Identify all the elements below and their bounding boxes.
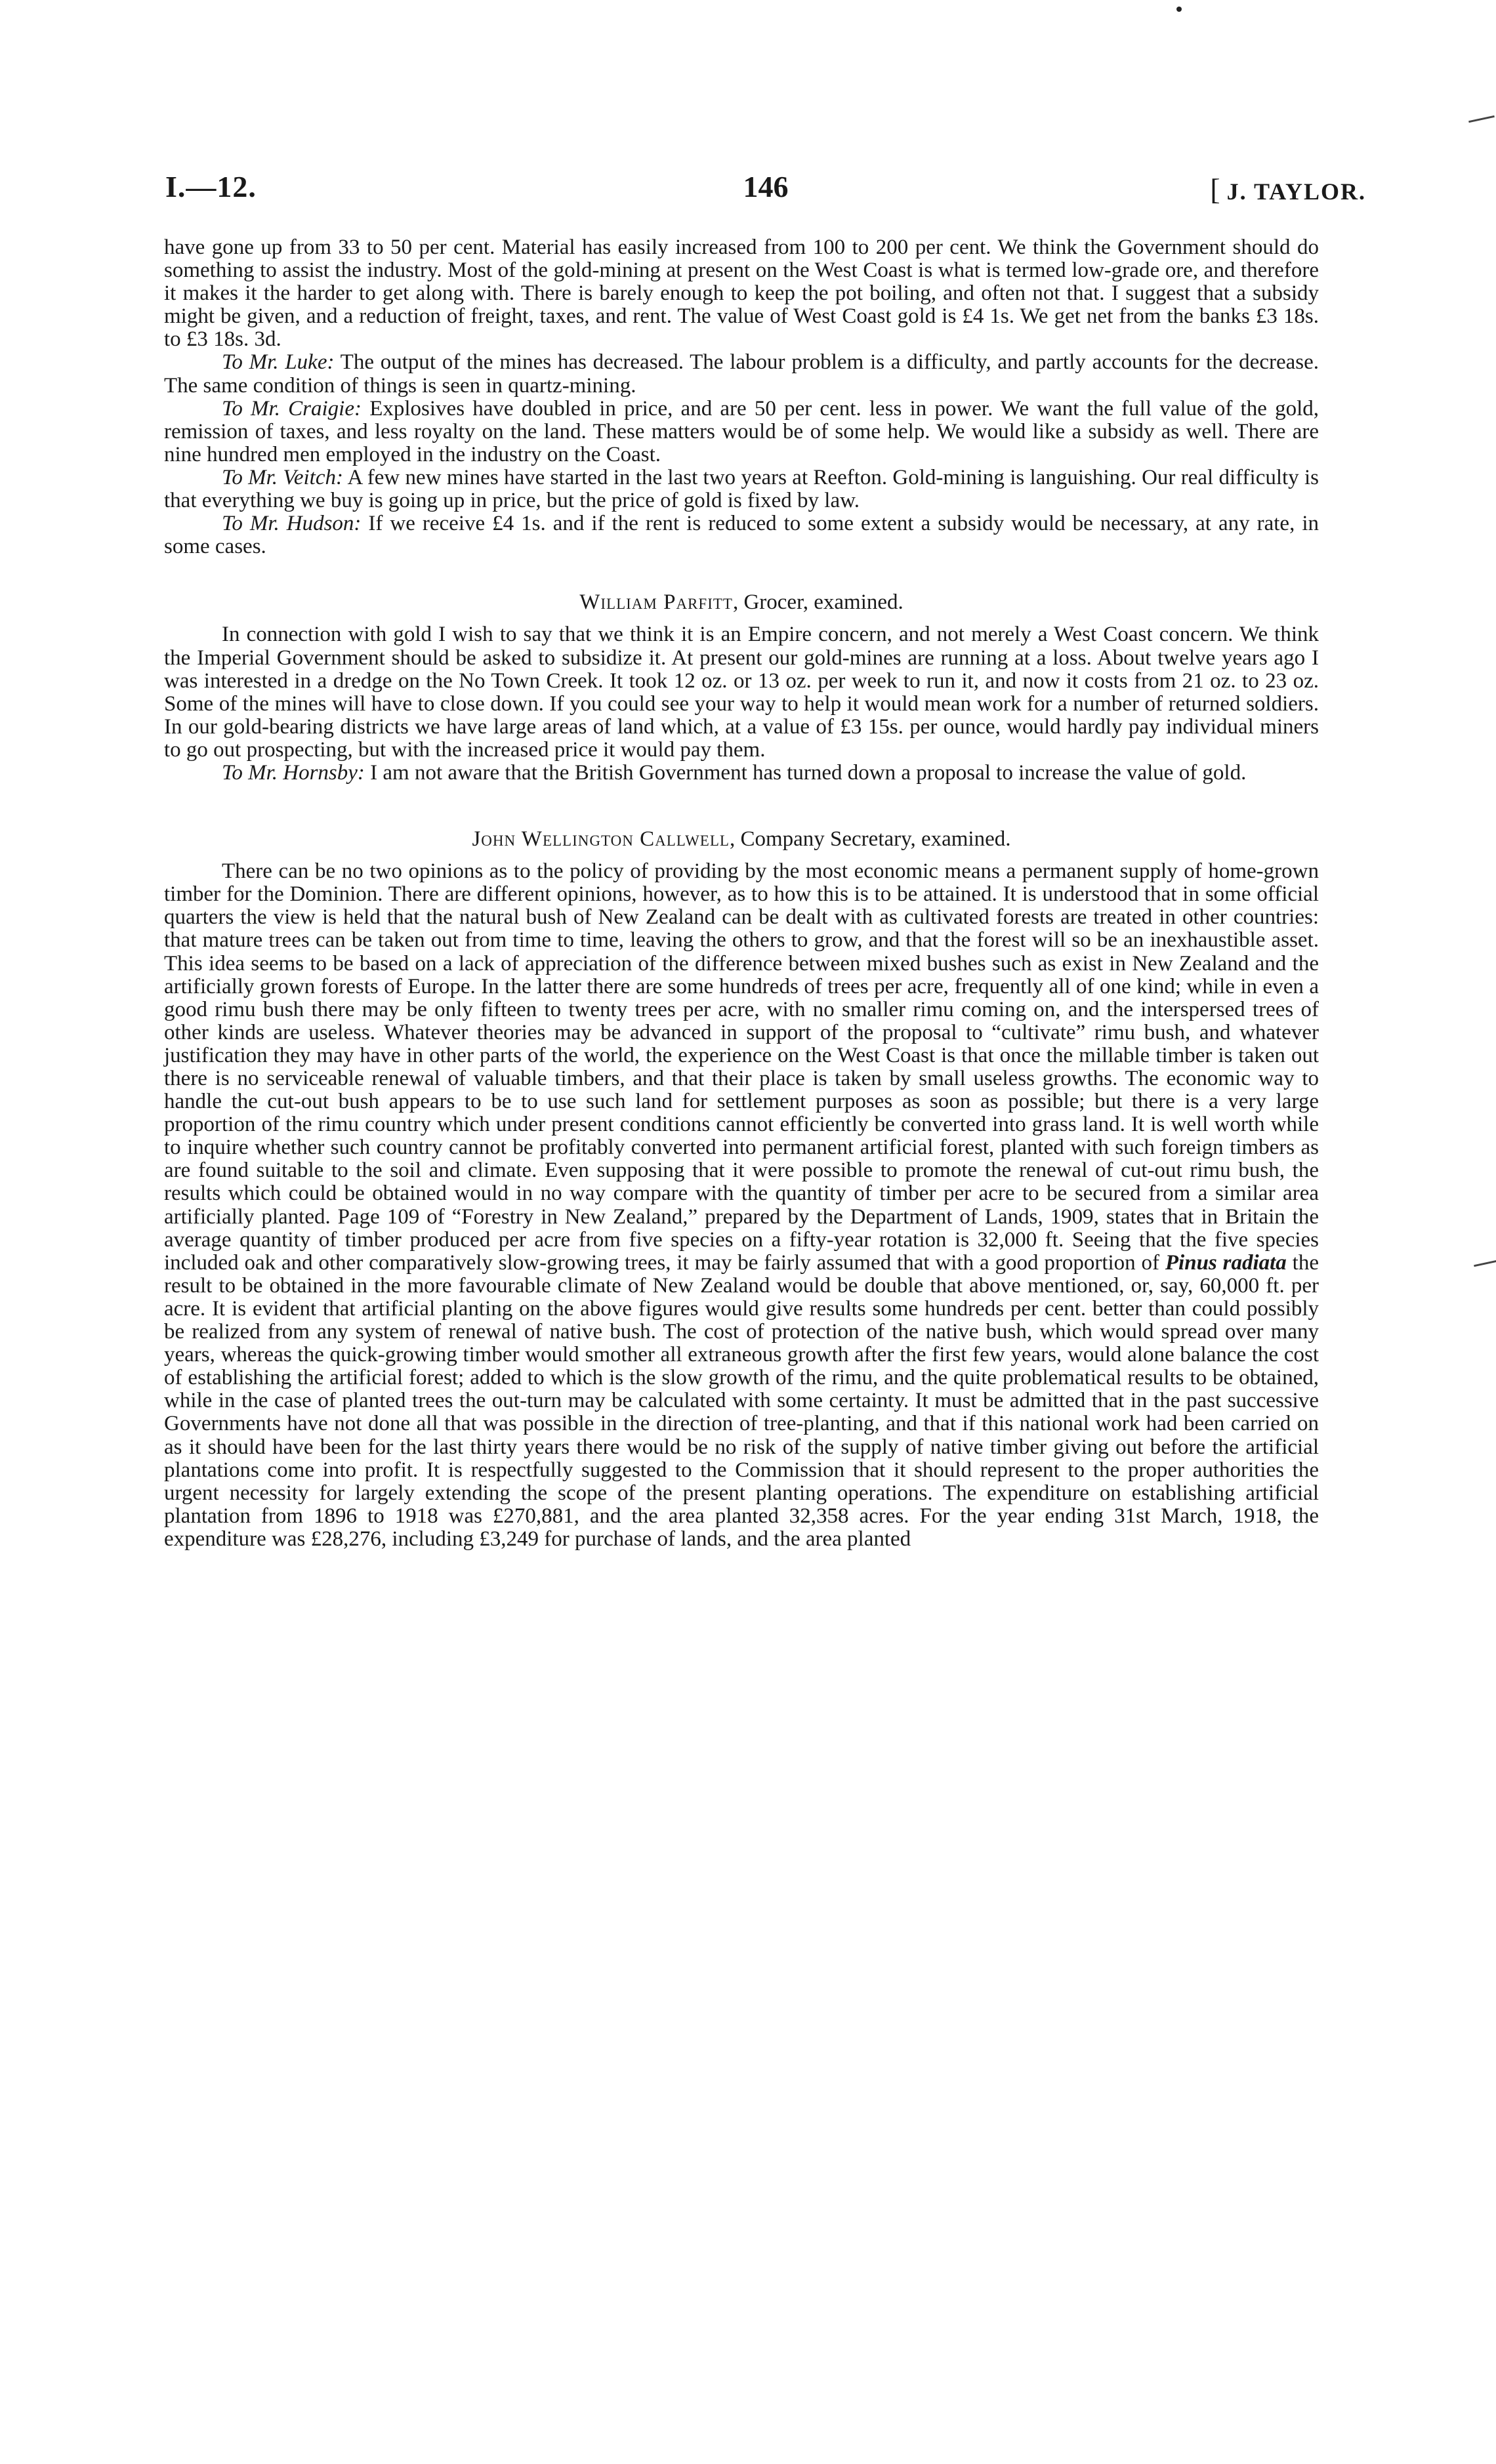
qa-paragraph [164, 762, 1319, 785]
witness-name: John Wellington Callwell [472, 827, 730, 852]
page-number: 146 [743, 170, 789, 203]
qa-paragraph [164, 351, 1319, 397]
species-name: Pinus radiata [1165, 1250, 1287, 1275]
evidence-paragraph: In connection with gold I wish to say that we think it is an Empire concern, and not merely a West Coast concern. We think the Imperial Government should be asked to subsidize it. At present our gold-mines are running at a loss. About twelve years ago I was interested in a dredge on the No Town Creek. It took 12 oz. or 13 oz. per week to run it, and now it costs from 21 oz. to 23 oz. Some of the mines will have to close down. If you could see your way to help it would mean work for a number of returned soldiers. In our gold-bearing districts we have large areas of land which, at a value of £3 15s. per ounce, would hardly pay individual miners to go out prospecting, but with the increased price it would pay them. [164, 623, 1319, 762]
witness-heading [164, 828, 1319, 851]
margin-mark [1474, 1260, 1496, 1267]
witness-role: , Grocer, examined. [732, 590, 904, 615]
header-bracket: [ [1210, 173, 1222, 206]
qa-answer: If we receive £4 1s. and if the rent is reduced to some extent a subsidy would be necessary, at any rate, in some cases. [164, 512, 1319, 559]
qa-addressee: To Mr. Veitch: [222, 465, 343, 489]
witness-heading [164, 591, 1319, 614]
qa-addressee: To Mr. Hornsby: [222, 760, 365, 785]
qa-paragraph [164, 466, 1319, 512]
qa-answer: I am not aware that the British Government has turned down a proposal to increase the value of gold. [364, 760, 1247, 785]
continued-paragraph: have gone up from 33 to 50 per cent. Material has easily increased from 100 to 200 per cent. We think the Government should do something to assist the industry. Most of the gold-mining at present on the West Coast is what is termed low-grade ore, and therefore it makes it the harder to get along with. There is barely enough to keep the pot boiling, and often not that. I suggest that a subsidy might be given, and a reduction of freight, taxes, and rent. The value of West Coast gold is £4 1s. We get net from the banks £3 18s. to £3 18s. 3d. [164, 236, 1319, 352]
qa-addressee: To Mr. Hudson: [222, 512, 362, 536]
qa-paragraph [164, 398, 1319, 466]
evidence-text: the result to be obtained in the more favourable climate of New Zealand would be double that above mentioned, or, say, 60,000 ft. per acre. It is evident that artificial planting on the above figures would give results some hundreds per cent. better than could possibly be realized from any system of renewal of native bush. The cost of protection of the native bush, which would spread over many years, whereas the quick-growing timber would smother all extraneous growth after the first few years, would alone balance the cost of establishing the artificial forest; added to which is the slow growth of the rimu, and the quite problematical results to be obtained, while in the case of planted trees the out-turn may be calculated with some certainty. It must be admitted that in the past successive Governments have not done all that was possible in the direction of tree-planting, and that if this national work had been carried on as it should have been for the last thirty years there would be no risk of the supply of native timber giving out before the artificial plantations come into profit. It is respectfully suggested to the Commission that it should represent to the proper authorities the urgent necessity for largely extending the scope of the present planting operations. The expenditure on establishing artificial plantation from 1896 to 1918 was £270,881, and the area planted 32,358 acres. For the year ending 31st March, 1918, the expenditure was £28,276, including £3,249 for purchase of lands, and the area planted [164, 1250, 1319, 1551]
witness-role: , Company Secretary, examined. [729, 827, 1011, 852]
evidence-text: There can be no two opinions as to the policy of providing by the most economic means a permanent supply of home-grown timber for the Dominion. There are different opinions, however, as to how this is to be attained. It is understood that in some official quarters the view is held that the natural bush of New Zealand can be dealt with as cultivated forests are treated in other countries: that mature trees can be taken out from time to time, leaving the others to grow, and that the forest will so be an inexhaustible asset. This idea seems to be based on a lack of appreciation of the difference between mixed bushes such as exist in New Zealand and the artificially grown forests of Europe. In the latter there are some hundreds of trees per acre, frequently all of one kind; while in even a good rimu bush there may be only fifteen to twenty trees per acre, with no smaller rimu coming on, and the interspersed trees of other kinds are useless. Whatever theories may be advanced in support of the proposal to “cultivate” rimu bush, and whatever justification they may have in other parts of the world, the experience on the West Coast is that once the millable timber is taken out there is no serviceable renewal of valuable timbers, and that their place is taken by small useless growths. The economic way to handle the cut-out bush appears to be to use such land for settlement purposes as soon as possible; but there is a very large proportion of the rimu country which under present conditions cannot efficiently be converted into grass land. It is well worth while to inquire whether such country cannot be profitably converted into permanent artificial forest, planted with such foreign timbers as are found suitable to the soil and climate. Even supposing that it were possible to promote the renewal of cut-out rimu bush, the results which could be obtained would in no way compare with the quantity of timber per acre to be secured from a similar area artificially planted. Page 109 of “Forestry in New Zealand,” prepared by the Department of Lands, 1909, states that in Britain the average quantity of timber produced per acre from five species on a fifty-year rotation is 32,000 ft. Seeing that the five species included oak and other comparatively slow-growing trees, it may be fairly assumed that with a good proportion of [164, 859, 1319, 1275]
evidence-paragraph [164, 860, 1319, 1551]
header-name: J. TAYLOR. [1226, 178, 1366, 205]
witness-name: William Parfitt [579, 590, 733, 615]
qa-paragraph [164, 512, 1319, 558]
qa-addressee: To Mr. Luke: [222, 350, 335, 375]
margin-mark [1468, 115, 1495, 123]
qa-answer: The output of the mines has decreased. The labour problem is a difficulty, and partly accounts for the decrease. The same condition of things is seen in quartz-mining. [164, 350, 1319, 398]
witness-header [1210, 172, 1366, 207]
qa-answer: Explosives have doubled in price, and are 50 per cent. less in power. We want the full value of the gold, remission of taxes, and less royalty on the land. These matters would be of some help. We would like a subsidy as well. There are nine hundred men employed in the industry on the Coast. [164, 396, 1319, 466]
document-body [164, 236, 1319, 1551]
qa-addressee: To Mr. Craigie: [222, 396, 362, 421]
qa-answer: A few new mines have started in the last two years at Reefton. Gold-mining is languishing. Our real difficulty is that everything we buy is going up in price, but the price of gold is fixed by law. [164, 465, 1319, 513]
page-header [165, 169, 1366, 215]
page-speck [1176, 7, 1182, 12]
document-reference: I.—12. [165, 170, 257, 203]
